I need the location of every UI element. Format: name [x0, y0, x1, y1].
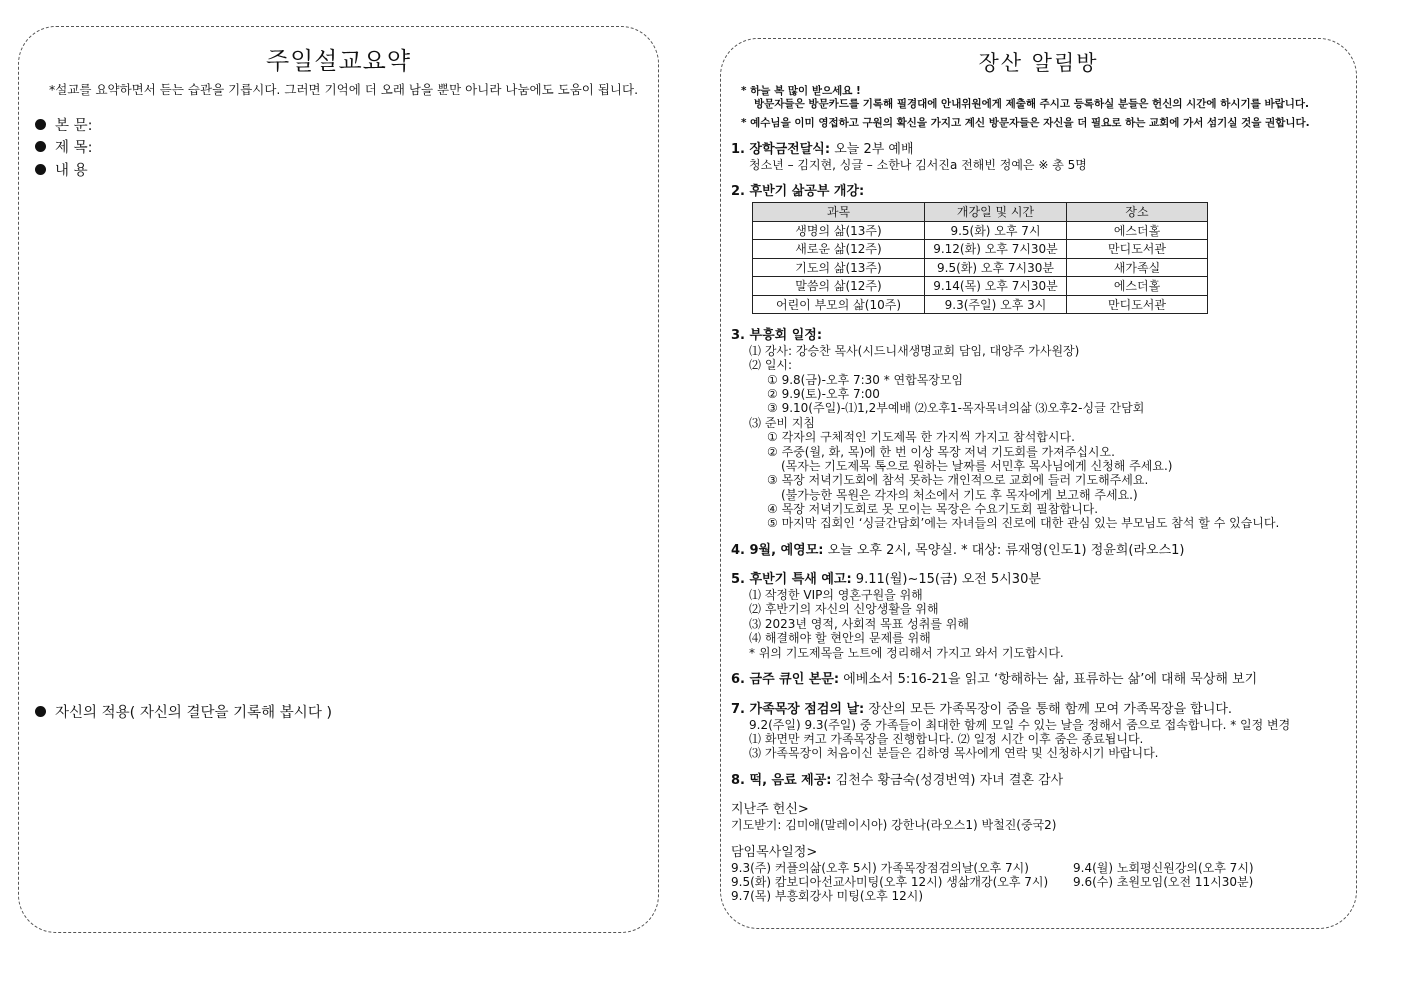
list-item: * 위의 기도제목을 노트에 정리해서 가지고 와서 기도합시다.	[749, 646, 1064, 660]
sermon-summary-title: 주일설교요약	[265, 47, 412, 75]
table-header: 개강일 및 시간	[925, 203, 1067, 222]
field-title[interactable]: 제 목:	[35, 136, 93, 157]
list-item: ① 9.8(금)-오후 7:30 * 연합목장모임	[767, 373, 964, 387]
item-weekly-qt: 6. 금주 큐인 본문: 에베소서 5:16-21을 읽고 ‘항해하는 삶, 표류하는 삶’에 대해 묵상해 보기	[731, 672, 1258, 687]
table-row: 생명의 삶(13주) 9.5(화) 오후 7시 에스더홀	[753, 221, 1208, 240]
list-item: (불가능한 목원은 각자의 처소에서 기도 후 목자에게 보고해 주세요.)	[781, 488, 1138, 502]
field-application[interactable]: 자신의 적용( 자신의 결단을 기록해 봅시다 )	[35, 701, 332, 722]
list-item: ③ 목장 저녁기도회에 참석 못하는 개인적으로 교회에 들러 기도해주세요.	[767, 473, 1149, 487]
bullet-icon	[35, 706, 46, 717]
table-row: 기도의 삶(13주) 9.5(화) 오후 7시30분 새가족실	[753, 258, 1208, 277]
field-content[interactable]: 내 용	[35, 159, 88, 180]
list-item: ⑶ 2023년 영적, 사회적 목표 성취를 위해	[749, 617, 969, 631]
item-refreshments: 8. 떡, 음료 제공: 김천수 황금숙(성경번역) 자녀 결혼 감사	[731, 773, 1064, 788]
sermon-summary-subtitle: *설교를 요약하면서 듣는 습관을 기릅시다. 그러면 기억에 더 오래 남을 뿐만 아니라 나눔에도 도움이 됩니다.	[49, 82, 639, 97]
table-row: 새로운 삶(12주) 9.12(화) 오후 7시30분 만디도서관	[753, 240, 1208, 259]
list-item: 9.4(월) 노회평신원강의(오후 7시)	[1073, 861, 1254, 875]
item-special-prayer: 5. 후반기 특새 예고: 9.11(월)~15(금) 오전 5시30분	[731, 572, 1041, 587]
item-september-meeting: 4. 9월, 예영모: 오늘 오후 2시, 목양실. * 대상: 류재영(인도1) 정윤희(라오스1)	[731, 543, 1185, 558]
offering-text: 기도받기: 김미애(말레이시아) 강한나(라오스1) 박철진(중국2)	[731, 818, 1057, 832]
list-item: ② 주중(월, 화, 목)에 한 번 이상 목장 저녁 기도회를 가져주십시오.	[767, 445, 1115, 459]
bullet-icon	[35, 164, 46, 175]
pastor-schedule-heading: 담임목사일정>	[731, 845, 818, 860]
item-life-study: 2. 후반기 삶공부 개강:	[731, 184, 865, 199]
table-header: 장소	[1067, 203, 1208, 222]
list-item: ③ 9.10(주일)-⑴1,2부예배 ⑵오후1-목자목녀의삶 ⑶오후2-싱글 간담회	[767, 401, 1145, 415]
list-item: ⑶ 가족목장이 처음이신 분들은 김하영 목사에게 연락 및 신청하시기 바랍니다.	[749, 746, 1159, 760]
list-item: ⑤ 마지막 집회인 ‘싱글간담회’에는 자녀들의 진로에 대한 관심 있는 부모님도 참석 할 수 있습니다.	[767, 516, 1280, 530]
list-item: ⑶ 준비 지침	[749, 416, 815, 430]
table-row: 말씀의 삶(12주) 9.14(목) 오후 7시30분 에스더홀	[753, 277, 1208, 296]
sermon-summary-panel	[18, 26, 659, 933]
notice-believers: * 예수님을 이미 영접하고 구원의 확신을 가지고 계신 방문자들은 자신을 더 필요로 하는 교회에 가서 섬기실 것을 권합니다.	[741, 117, 1310, 129]
list-item: ④ 목장 저녁기도회로 못 모이는 목장은 수요기도회 필참합니다.	[767, 502, 1099, 516]
notice-visitors: 방문자들은 방문카드를 기록해 필경대에 안내위원에게 제출해 주시고 등록하실 분들은 헌신의 시간에 하시기를 바랍니다.	[754, 98, 1310, 110]
list-item: ⑷ 해결해야 할 현안의 문제를 위해	[749, 631, 931, 645]
list-item: 9.3(주) 커플의삶(오후 5시) 가족목장점검의날(오후 7시)	[731, 861, 1029, 875]
list-item: ⑴ 작정한 VIP의 영혼구원을 위해	[749, 588, 923, 602]
bullet-icon	[35, 141, 46, 152]
item-family-check: 7. 가족목장 점검의 날: 장산의 모든 가족목장이 줌을 통해 함께 모여 가족목장을 합니다.	[731, 702, 1233, 717]
list-item: (목자는 기도제목 톡으로 원하는 날짜를 서민후 목사님에게 신청해 주세요.)	[781, 459, 1173, 473]
table-header: 과목	[753, 203, 925, 222]
announcements-panel	[720, 38, 1357, 929]
announcements-title: 장산 알림방	[978, 51, 1099, 75]
notice-greeting: * 하늘 복 많이 받으세요 !	[741, 85, 861, 97]
list-item: 9.7(목) 부흥회강사 미팅(오후 12시)	[731, 889, 924, 903]
offering-heading: 지난주 헌신>	[731, 802, 809, 817]
life-study-table	[752, 202, 1208, 314]
list-item: ① 각자의 구체적인 기도제목 한 가지씩 가지고 참석합시다.	[767, 430, 1075, 444]
list-item: 9.5(화) 캄보디아선교사미팅(오후 12시) 생삶개강(오후 7시)	[731, 875, 1049, 889]
list-item: 9.2(주일) 9.3(주일) 중 가족들이 최대한 함께 모일 수 있는 날을 정해서 줌으로 접속합니다. * 일정 변경	[749, 718, 1291, 732]
table-row: 어린이 부모의 삶(10주) 9.3(주일) 오후 3시 만디도서관	[753, 295, 1208, 314]
list-item: 9.6(수) 초원모임(오전 11시30분)	[1073, 875, 1254, 889]
item-scholarship: 1. 장학금전달식: 오늘 2부 예배	[731, 142, 914, 157]
list-item: ⑵ 후반기의 자신의 신앙생활을 위해	[749, 602, 939, 616]
item-revival: 3. 부흥회 일정:	[731, 328, 823, 343]
bullet-icon	[35, 119, 46, 130]
item-scholarship-recipients: 청소년 – 김지현, 싱글 – 소한나 김서진a 전해빈 정예은 ※ 총 5명	[749, 158, 1087, 172]
list-item: ⑴ 강사: 강승찬 목사(시드니새생명교회 담임, 대양주 가사원장)	[749, 344, 1080, 358]
list-item: ⑵ 일시:	[749, 358, 793, 372]
list-item: ⑴ 화면만 켜고 가족목장을 진행합니다. ⑵ 일정 시간 이후 줌은 종료됩니다.	[749, 732, 1144, 746]
list-item: ② 9.9(토)-오후 7:00	[767, 387, 880, 401]
field-scripture[interactable]: 본 문:	[35, 114, 93, 135]
